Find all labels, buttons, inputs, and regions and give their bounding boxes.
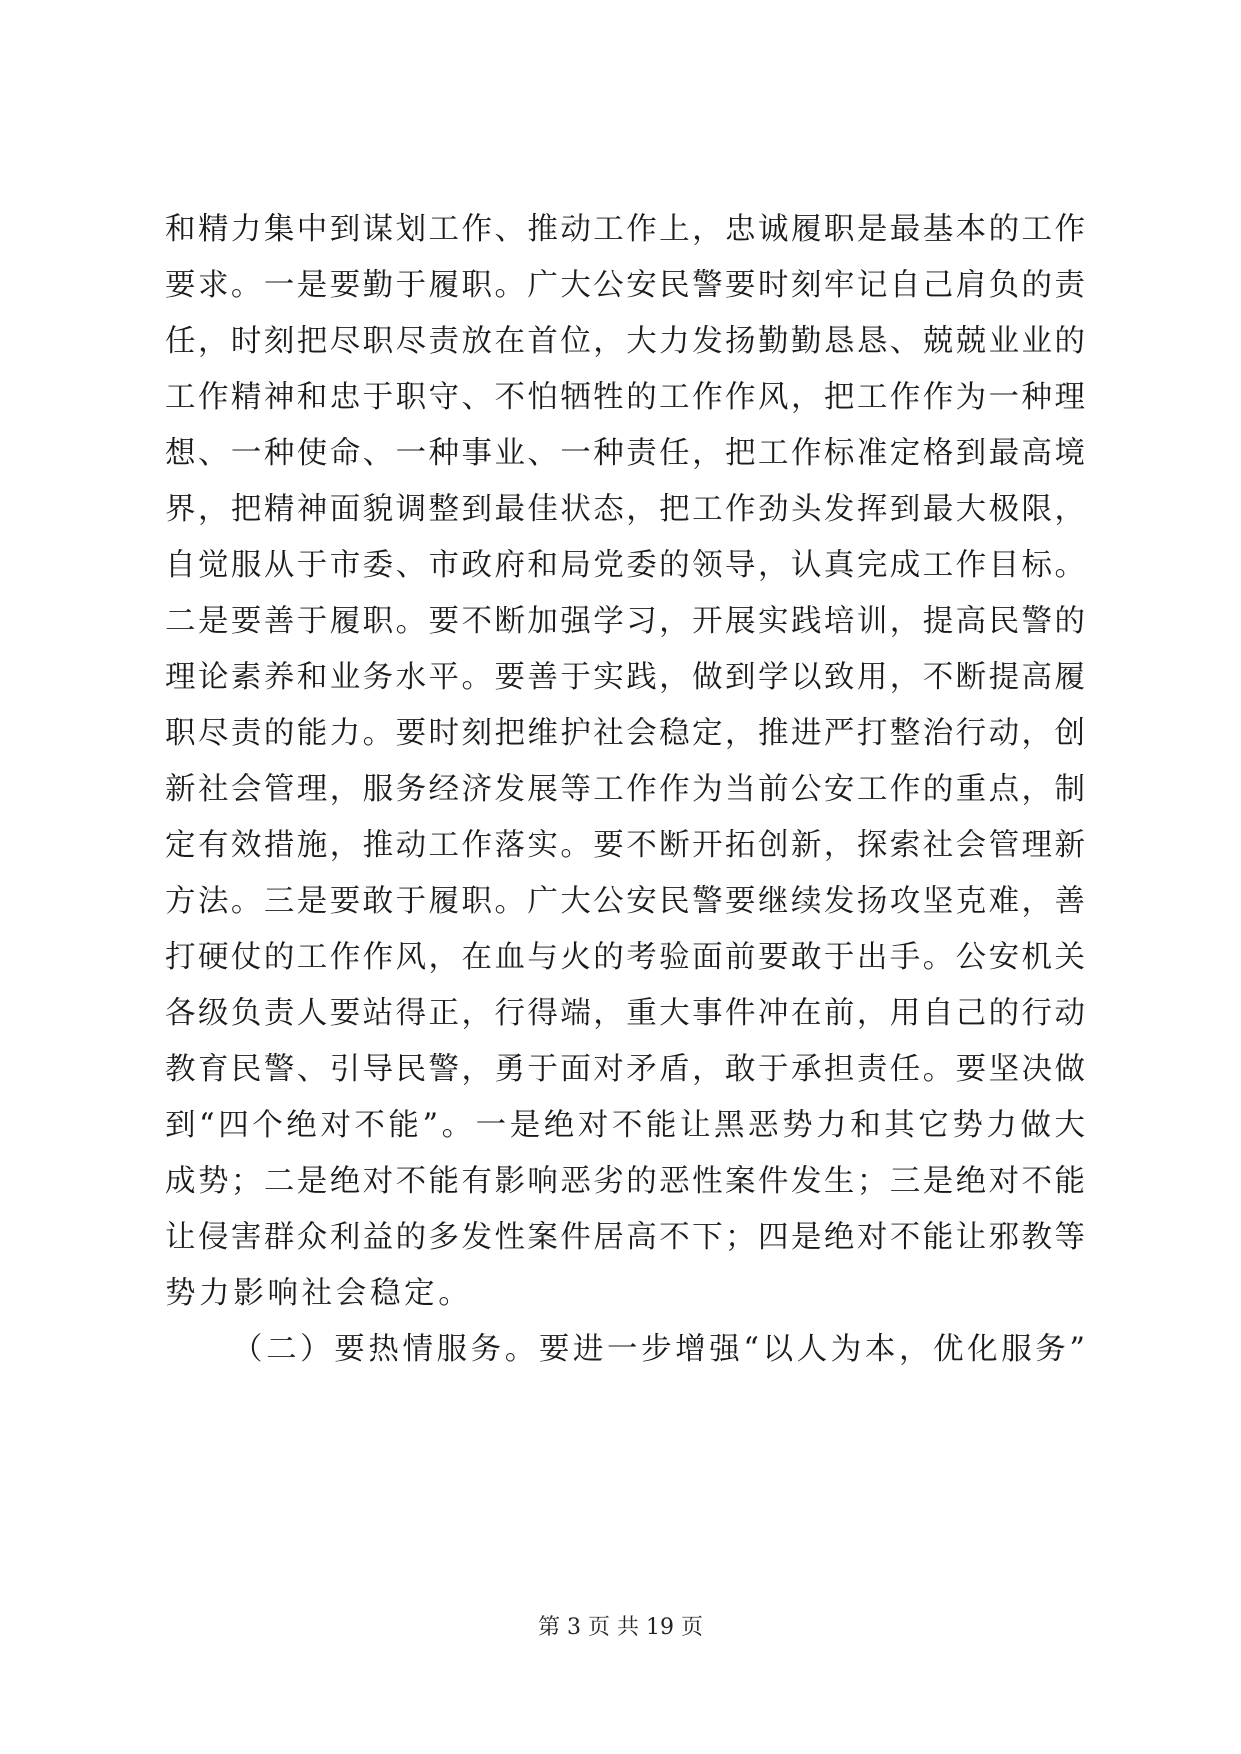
body-text-line: 新社会管理，服务经济发展等工作作为当前公安工作的重点，制 — [165, 772, 1085, 807]
body-text-line: 职尽责的能力。要时刻把维护社会稳定，推进严打整治行动，创 — [165, 716, 1085, 751]
body-text-line: 打硬仗的工作作风，在血与火的考验面前要敢于出手。公安机关 — [165, 940, 1085, 975]
body-text-line: 和精力集中到谋划工作、推动工作上，忠诚履职是最基本的工作 — [165, 212, 1085, 247]
body-text-line: 定有效措施，推动工作落实。要不断开拓创新，探索社会管理新 — [165, 828, 1085, 863]
page-number-footer: 第 3 页 共 19 页 — [538, 1615, 703, 1640]
body-text-line: 任，时刻把尽职尽责放在首位，大力发扬勤勤恳恳、兢兢业业的 — [165, 324, 1085, 359]
body-text-line: 二是要善于履职。要不断加强学习，开展实践培训，提高民警的 — [165, 604, 1085, 639]
body-text-line: 让侵害群众利益的多发性案件居高不下；四是绝对不能让邪教等 — [165, 1220, 1085, 1255]
body-text-line: 界，把精神面貌调整到最佳状态，把工作劲头发挥到最大极限， — [165, 492, 1085, 527]
body-text-line: 想、一种使命、一种事业、一种责任，把工作标准定格到最高境 — [165, 436, 1085, 471]
body-text-line: 势力影响社会稳定。 — [165, 1276, 473, 1311]
body-text-line: 要求。一是要勤于履职。广大公安民警要时刻牢记自己肩负的责 — [165, 268, 1085, 303]
body-text-line: 自觉服从于市委、市政府和局党委的领导，认真完成工作目标。 — [165, 548, 1085, 583]
body-text-line: 教育民警、引导民警，勇于面对矛盾，敢于承担责任。要坚决做 — [165, 1052, 1085, 1087]
body-text-line: 成势；二是绝对不能有影响恶劣的恶性案件发生；三是绝对不能 — [165, 1164, 1085, 1199]
body-text-line: 方法。三是要敢于履职。广大公安民警要继续发扬攻坚克难，善 — [165, 884, 1085, 919]
body-text-line: 工作精神和忠于职守、不怕牺牲的工作作风，把工作作为一种理 — [165, 380, 1085, 415]
body-text-line: 理论素养和业务水平。要善于实践，做到学以致用，不断提高履 — [165, 660, 1085, 695]
body-text-line: 到“四个绝对不能”。一是绝对不能让黑恶势力和其它势力做大 — [165, 1108, 1085, 1143]
section-heading-line: （二）要热情服务。要进一步增强“以人为本，优化服务” — [232, 1332, 1085, 1367]
body-text-line: 各级负责人要站得正，行得端，重大事件冲在前，用自己的行动 — [165, 996, 1085, 1031]
